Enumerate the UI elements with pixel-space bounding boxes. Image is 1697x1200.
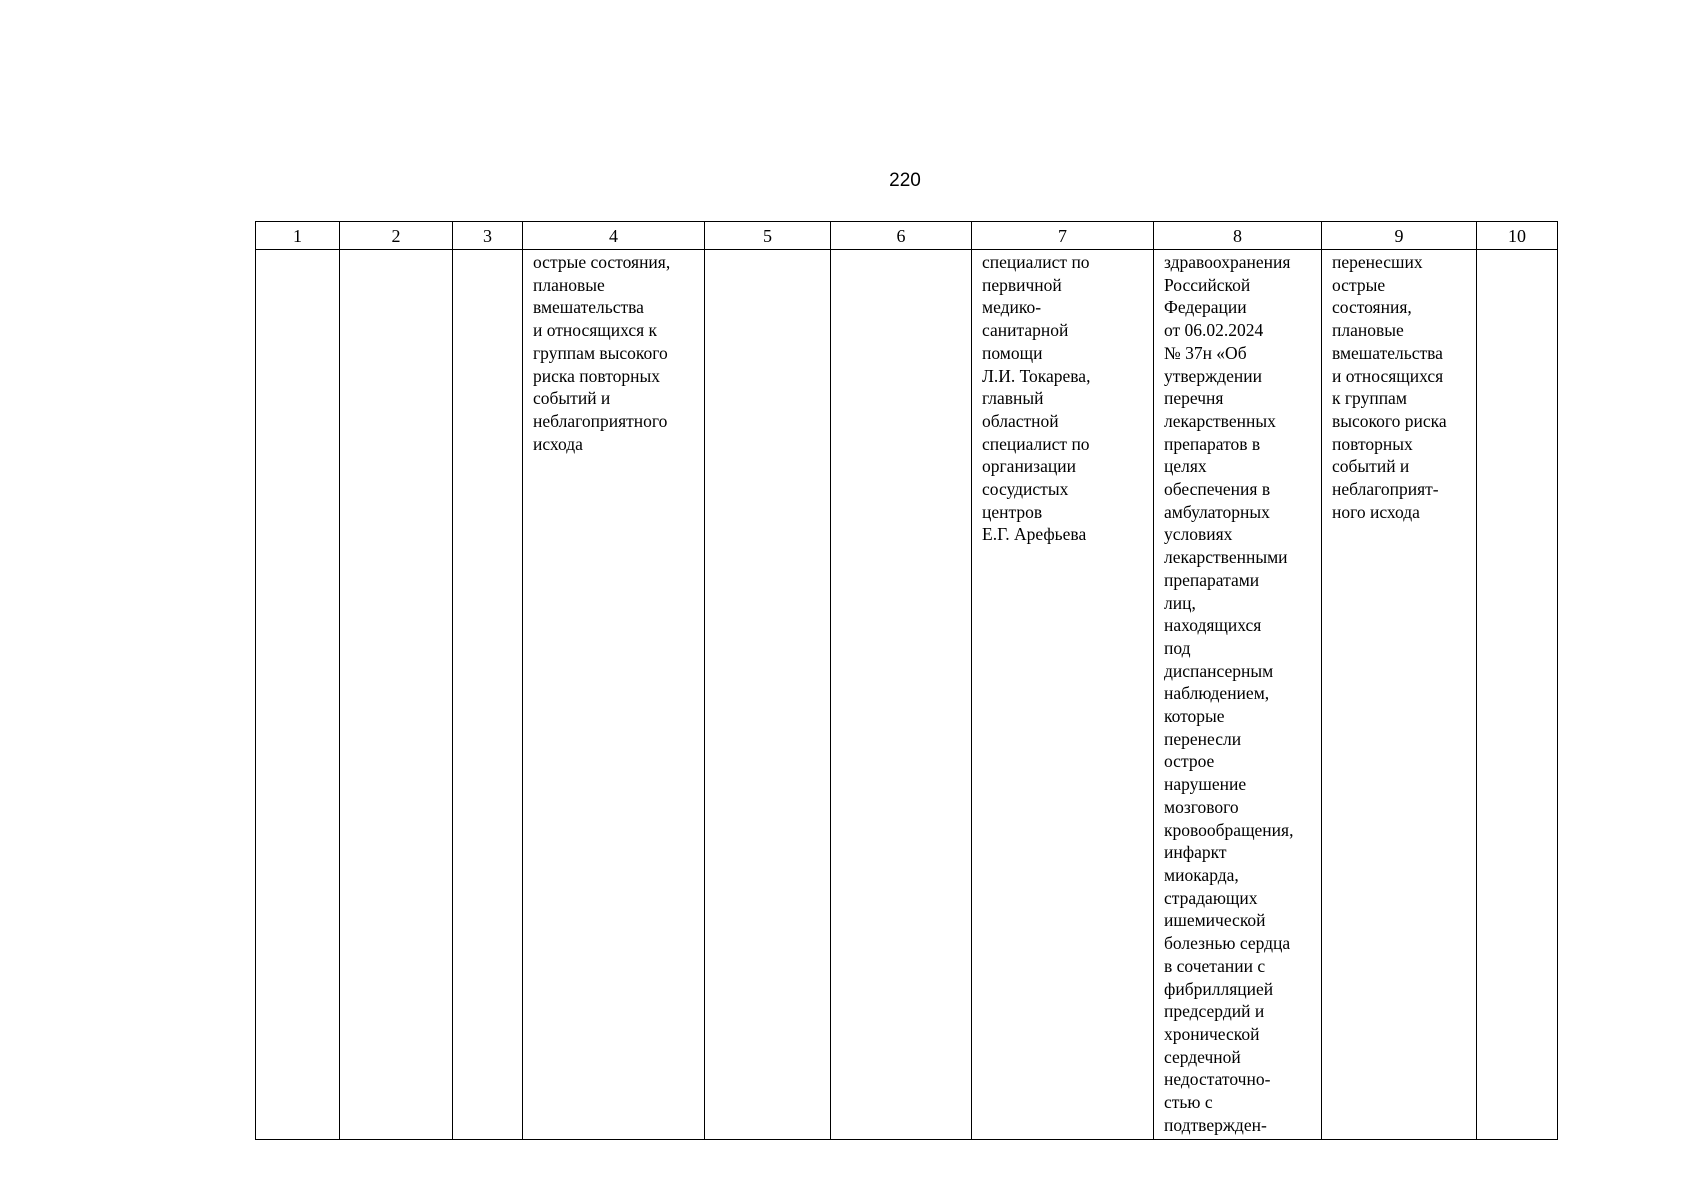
column-header-10: 10 [1477, 222, 1558, 250]
column-header-1: 1 [256, 222, 340, 250]
table-cell-col9: перенесших острые состояния, плановые вмешательства и относящихся к группам высокого риска повторных событий и неблагоприят- ного исхода [1322, 250, 1477, 1140]
column-header-2: 2 [340, 222, 453, 250]
column-header-5: 5 [705, 222, 831, 250]
column-header-3: 3 [453, 222, 523, 250]
table-cell-col7: специалист по первичной медико- санитарной помощи Л.И. Токарева, главный областной специалист по организации сосудистых центров Е.Г. Арефьева [972, 250, 1154, 1140]
document-table [255, 221, 1558, 1140]
table-cell-col3 [453, 250, 523, 1140]
table-cell-col6 [831, 250, 972, 1140]
column-header-4: 4 [523, 222, 705, 250]
table-cell-col10 [1477, 250, 1558, 1140]
table-cell-col4: острые состояния, плановые вмешательства и относящихся к группам высокого риска повторных событий и неблагоприятного исхода [523, 250, 705, 1140]
column-header-7: 7 [972, 222, 1154, 250]
page-number: 220 [889, 170, 921, 191]
column-header-6: 6 [831, 222, 972, 250]
table-cell-col2 [340, 250, 453, 1140]
column-header-9: 9 [1322, 222, 1477, 250]
table-header-row [256, 222, 1558, 250]
table-cell-col8: здравоохранения Российской Федерации от 06.02.2024 № 37н «Об утверждении перечня лекарственных препаратов в целях обеспечения в амбулаторных условиях лекарственными препаратами лиц, находящихся под диспансерным наблюдением, которые перенесли острое нарушение мозгового кровообращения, инфаркт миокарда, страдающих ишемической болезнью сердца в сочетании с фибрилляцией предсердий и хронической сердечной недостаточно- стью с подтвержден- [1154, 250, 1322, 1140]
column-header-8: 8 [1154, 222, 1322, 250]
table-cell-col5 [705, 250, 831, 1140]
table-row [256, 250, 1558, 1140]
table-cell-col1 [256, 250, 340, 1140]
